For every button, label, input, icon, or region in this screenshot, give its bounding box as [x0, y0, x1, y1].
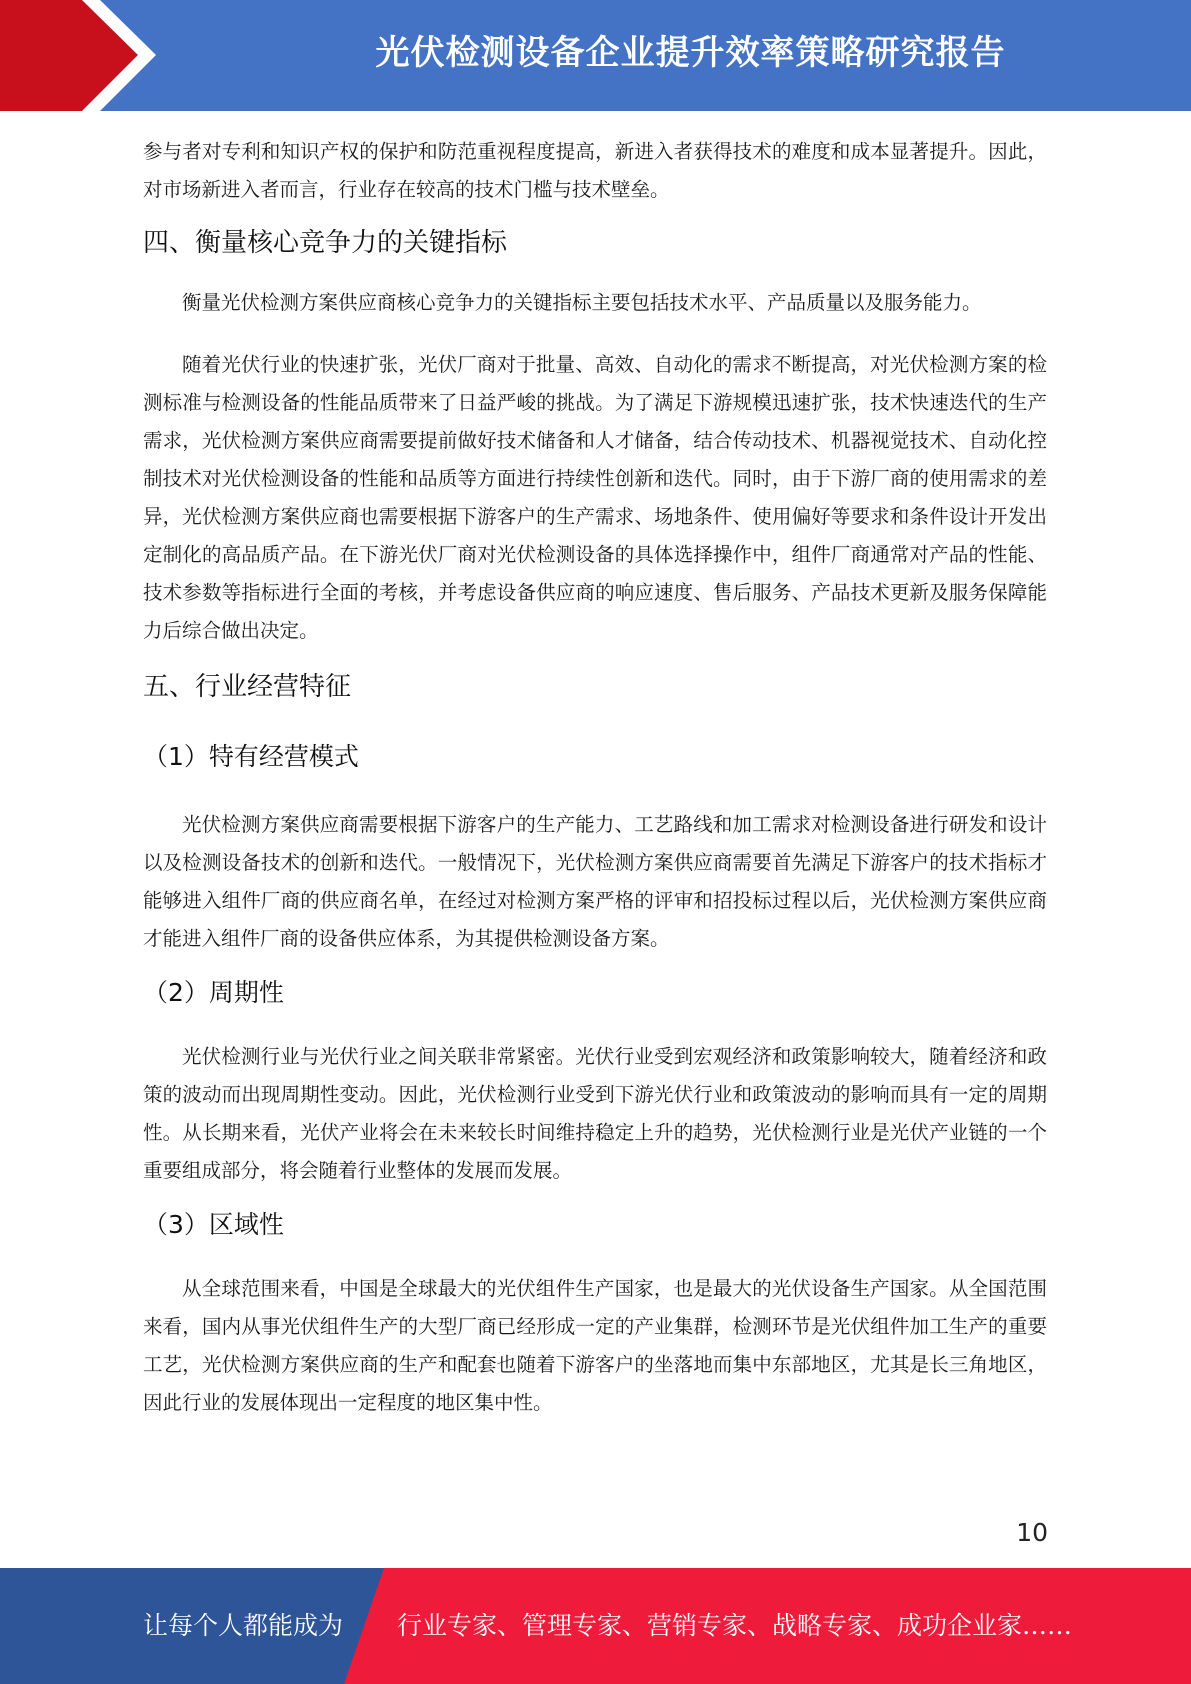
heading-section-4: 四、衡量核心竞争力的关键指标: [143, 228, 508, 258]
page-number: 10: [1016, 1518, 1048, 1547]
paragraph-intro: 参与者对专利和知识产权的保护和防范重视程度提高，新进入者获得技术的难度和成本显著提升。因此，对市场新进入者而言，行业存在较高的技术门槛与技术壁垒。: [143, 140, 1047, 201]
heading-sub-3: （3）区域性: [143, 1210, 284, 1239]
footer-slogan-left: 让每个人都能成为: [143, 1611, 344, 1640]
report-title: 光伏检测设备企业提升效率策略研究报告: [375, 33, 1006, 73]
paragraph-sub-3: 从全球范围来看，中国是全球最大的光伏组件生产国家，也是最大的光伏设备生产国家。从全国范围来看，国内从事光伏组件生产的大型厂商已经形成一定的产业集群，检测环节是光伏组件加工生产的重要工艺，光伏检测方案供应商的生产和配套也随着下游客户的坐落地而集中东部地区，尤其是长三角地区，因此行业的发展体现出一定程度的地区集中性。: [143, 1277, 1047, 1414]
heading-sub-2: （2）周期性: [143, 978, 284, 1007]
header-arrow-decoration: [0, 0, 160, 111]
heading-sub-1: （1）特有经营模式: [143, 742, 359, 771]
paragraph-s4-1: 衡量光伏检测方案供应商核心竞争力的关键指标主要包括技术水平、产品质量以及服务能力。: [182, 291, 982, 314]
paragraph-sub-2: 光伏检测行业与光伏行业之间关联非常紧密。光伏行业受到宏观经济和政策影响较大，随着经济和政策的波动而出现周期性变动。因此，光伏检测行业受到下游光伏行业和政策波动的影响而具有一定的周期性。从长期来看，光伏产业将会在未来较长时间维持稳定上升的趋势，光伏检测行业是光伏产业链的一个重要组成部分，将会随着行业整体的发展而发展。: [143, 1045, 1047, 1182]
paragraph-sub-1: 光伏检测方案供应商需要根据下游客户的生产能力、工艺路线和加工需求对检测设备进行研发和设计以及检测设备技术的创新和迭代。一般情况下，光伏检测方案供应商需要首先满足下游客户的技术指标才能够进入组件厂商的供应商名单，在经过对检测方案严格的评审和招投标过程以后，光伏检测方案供应商才能进入组件厂商的设备供应体系，为其提供检测设备方案。: [143, 813, 1047, 950]
document-body: [143, 133, 1047, 1422]
paragraph-s4-2: 随着光伏行业的快速扩张，光伏厂商对于批量、高效、自动化的需求不断提高，对光伏检测方案的检测标准与检测设备的性能品质带来了日益严峻的挑战。为了满足下游规模迅速扩张，技术快速迭代的生产需求，光伏检测方案供应商需要提前做好技术储备和人才储备，结合传动技术、机器视觉技术、自动化控制技术对光伏检测设备的性能和品质等方面进行持续性创新和迭代。同时，由于下游厂商的使用需求的差异，光伏检测方案供应商也需要根据下游客户的生产需求、场地条件、使用偏好等要求和条件设计开发出定制化的高品质产品。在下游光伏厂商对光伏检测设备的具体选择操作中，组件厂商通常对产品的性能、技术参数等指标进行全面的考核，并考虑设备供应商的响应速度、售后服务、产品技术更新及服务保障能力后综合做出决定。: [143, 353, 1047, 642]
page-footer: [0, 1568, 1191, 1684]
page-header: [0, 0, 1191, 111]
heading-section-5: 五、行业经营特征: [143, 672, 352, 702]
footer-slogan-right: 行业专家、管理专家、营销专家、战略专家、成功企业家……: [397, 1611, 1073, 1640]
